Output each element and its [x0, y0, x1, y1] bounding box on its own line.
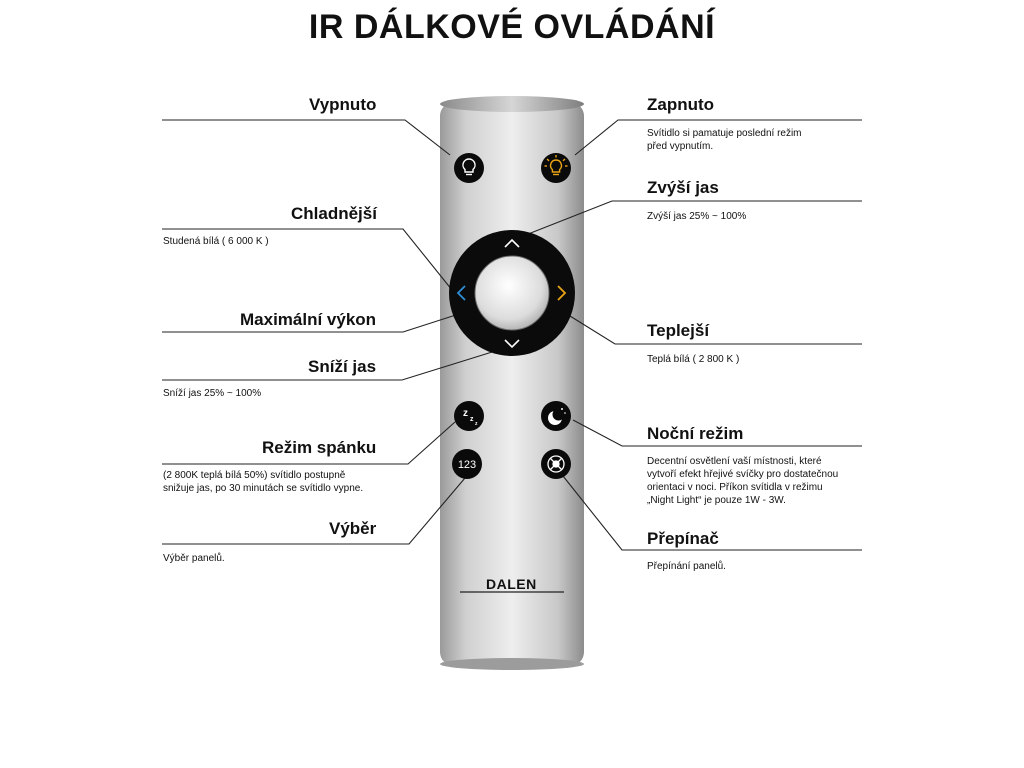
- remote-top-cap: [440, 96, 584, 112]
- label-chladnejsi: Chladnější: [291, 204, 377, 223]
- desc-chladnejsi: Studená bílá ( 6 000 K ): [163, 236, 269, 247]
- label-prepinac: Přepínač: [647, 529, 719, 548]
- svg-text:z: z: [463, 408, 468, 419]
- page-title: IR DÁLKOVÉ OVLÁDÁNÍ: [308, 8, 716, 46]
- label-snizi-jas: Sníží jas: [308, 357, 377, 376]
- desc-zvysi-jas: Zvýší jas 25% ~ 100%: [647, 211, 747, 222]
- label-maximalni-vykon: Maximální výkon: [240, 310, 377, 329]
- label-teplejsi: Teplejší: [647, 321, 710, 340]
- label-zvysi-jas: Zvýší jas: [647, 178, 719, 197]
- label-rezim-spanku: Režim spánku: [262, 438, 377, 457]
- select-panels-button[interactable]: [452, 449, 482, 479]
- leader-teplejsi: [570, 316, 862, 344]
- desc-vyber: Výběr panelů.: [163, 553, 225, 564]
- leader-vypnuto: [162, 120, 450, 155]
- desc-rezim-spanku: (2 800K teplá bílá 50%) svítidlo postupně snižuje jas, po 30 minutách se svítidlo vypne.: [163, 470, 364, 494]
- label-vyber: Výběr: [329, 519, 377, 538]
- desc-prepinac: Přepínání panelů.: [647, 561, 726, 572]
- desc-nocni-rezim: Decentní osvětlení vaší místnosti, které vytvoří efekt hřejivé svíčky pro dostatečnou orientaci v noci. Příkon svítidla v režimu „Night Light“ je pouze 1W - 3W.: [647, 456, 839, 506]
- power-off-button[interactable]: [454, 153, 484, 183]
- desc-snizi-jas: Sníží jas 25% ~ 100%: [163, 388, 262, 399]
- brand-logo-text: DALEN: [486, 576, 537, 592]
- svg-text:z: z: [470, 416, 474, 423]
- desc-teplejsi: Teplá bílá ( 2 800 K ): [647, 354, 740, 365]
- power-on-button[interactable]: [541, 153, 571, 183]
- switch-panels-button[interactable]: [541, 449, 571, 479]
- svg-text:z: z: [475, 421, 478, 427]
- night-mode-button[interactable]: [541, 401, 571, 431]
- label-zapnuto: Zapnuto: [647, 95, 715, 114]
- sleep-button[interactable]: [454, 401, 484, 431]
- remote-bottom-cap: [440, 658, 584, 670]
- label-nocni-rezim: Noční režim: [647, 424, 744, 443]
- label-vypnuto: Vypnuto: [309, 95, 377, 114]
- max-power-center-button[interactable]: [475, 256, 549, 330]
- number-123-icon: 123: [457, 459, 477, 471]
- desc-zapnuto: Svítidlo si pamatuje poslední režim před vypnutím.: [647, 128, 802, 152]
